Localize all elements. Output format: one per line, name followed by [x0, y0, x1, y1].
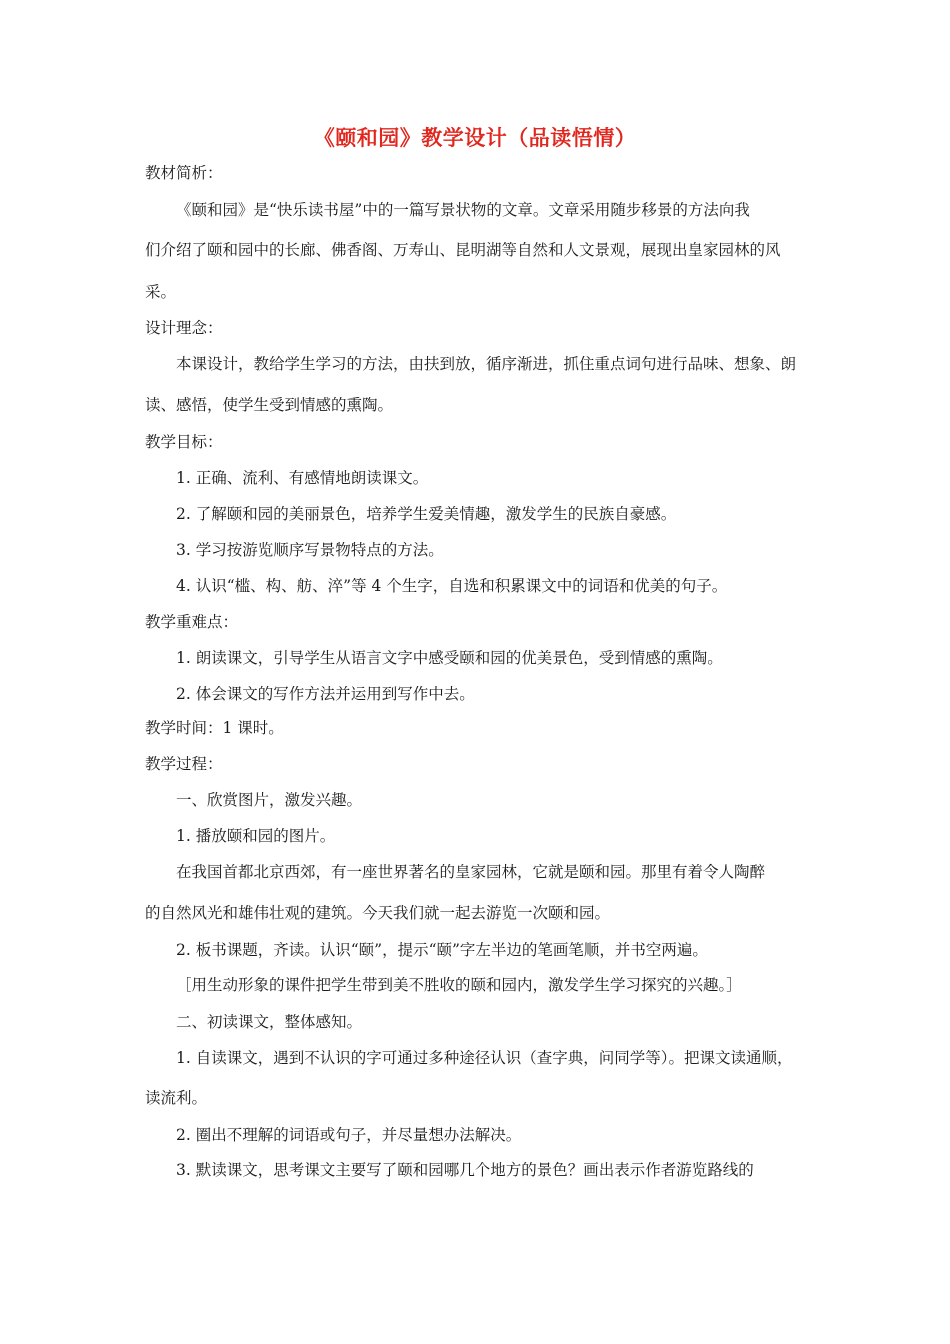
keypoint-item: 1. 朗读课文，引导学生从语言文字中感受颐和园的优美景色，受到情感的熏陶。 [176, 649, 723, 667]
goal-item: 4. 认识“槛、构、舫、淬”等 4 个生字，自选和积累课文中的词语和优美的句子。 [176, 577, 728, 595]
keypoints-heading: 教学重难点： [145, 613, 239, 631]
teaching-note: ［用生动形象的课件把学生带到美不胜收的颐和园内，激发学生学习探究的兴趣。］ [176, 976, 742, 994]
step-item: 2. 板书课题，齐读。认识“颐”，提示“颐”字左半边的笔画笔顺，并书空两遍。 [176, 941, 708, 959]
analysis-heading: 教材简析： [145, 164, 223, 182]
analysis-paragraph-line: 们介绍了颐和园中的长廊、佛香阁、万寿山、昆明湖等自然和人文景观，展现出皇家园林的风 [145, 241, 781, 259]
step-item: 2. 圈出不理解的词语或句子，并尽量想办法解决。 [176, 1126, 522, 1144]
document-title: 《颐和园》教学设计（品读悟情） [313, 126, 637, 150]
step-paragraph-line: 在我国首都北京西郊，有一座世界著名的皇家园林，它就是颐和园。那里有着令人陶醉 [176, 863, 766, 881]
concept-paragraph-line: 读、感悟，使学生受到情感的熏陶。 [145, 396, 394, 414]
step-item: 1. 播放颐和园的图片。 [176, 827, 336, 845]
analysis-paragraph-line: 《颐和园》是“快乐读书屋”中的一篇写景状物的文章。文章采用随步移景的方法向我 [176, 201, 750, 219]
concept-paragraph-line: 本课设计，教给学生学习的方法，由扶到放，循序渐进，抓住重点词句进行品味、想象、朗 [176, 355, 797, 373]
analysis-paragraph-line: 采。 [145, 283, 177, 301]
step-heading: 一、欣赏图片，激发兴趣。 [176, 791, 363, 809]
step-item-continued: 读流利。 [145, 1089, 208, 1107]
step-paragraph-line: 的自然风光和雄伟壮观的建筑。今天我们就一起去游览一次颐和园。 [145, 904, 611, 922]
goal-item: 3. 学习按游览顺序写景物特点的方法。 [176, 541, 444, 559]
concept-heading: 设计理念： [145, 319, 223, 337]
process-heading: 教学过程： [145, 755, 223, 773]
step-item: 3. 默读课文，思考课文主要写了颐和园哪几个地方的景色？画出表示作者游览路线的 [176, 1161, 754, 1179]
teaching-time: 教学时间：1 课时。 [145, 719, 284, 737]
step-item: 1. 自读课文，遇到不认识的字可通过多种途径认识（查字典，问同学等）。把课文读通顺， [176, 1049, 793, 1067]
goal-item: 1. 正确、流利、有感情地朗读课文。 [176, 469, 429, 487]
goals-heading: 教学目标： [145, 433, 223, 451]
goal-item: 2. 了解颐和园的美丽景色，培养学生爱美情趣，激发学生的民族自豪感。 [176, 505, 677, 523]
keypoint-item: 2. 体会课文的写作方法并运用到写作中去。 [176, 685, 475, 703]
step-heading: 二、初读课文，整体感知。 [176, 1013, 363, 1031]
